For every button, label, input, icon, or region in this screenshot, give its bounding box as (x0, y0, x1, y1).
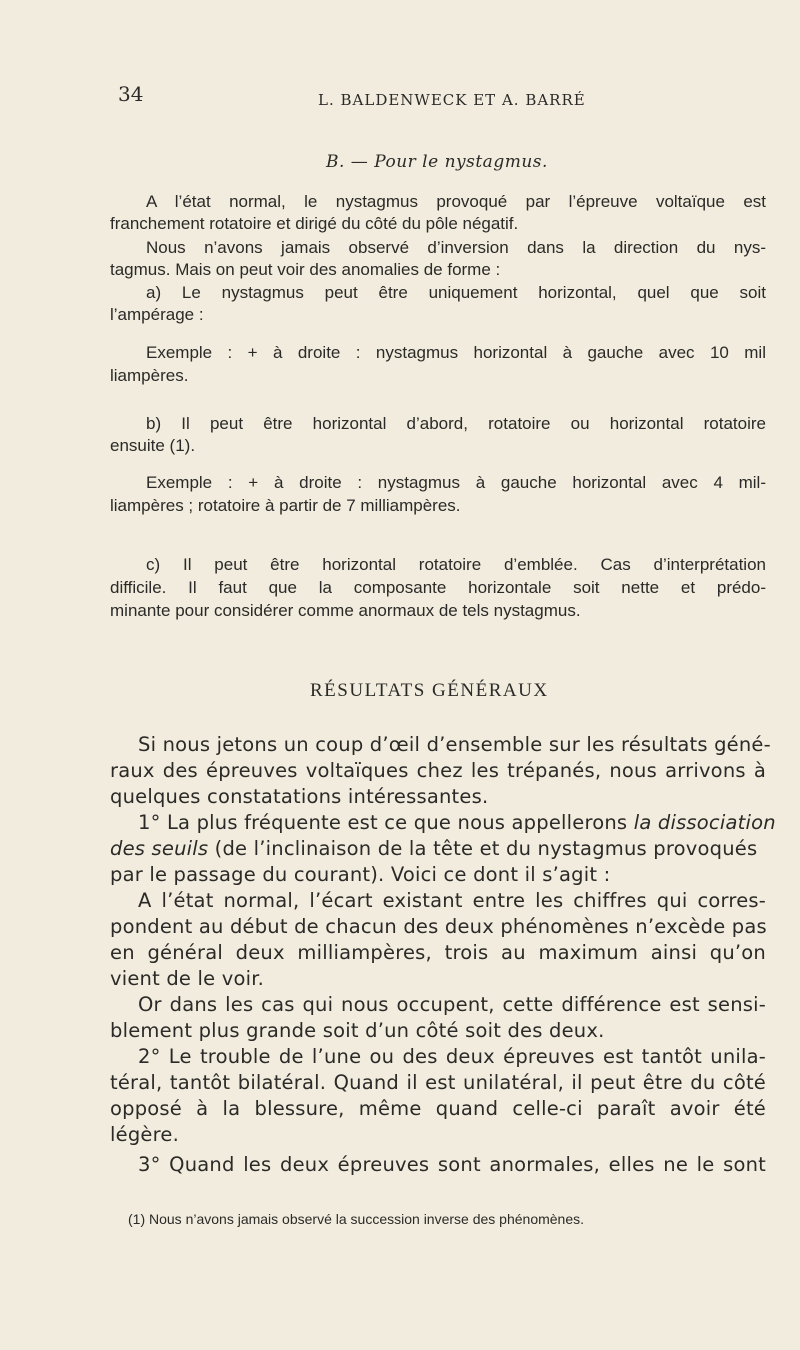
text-line: liampères. (110, 366, 189, 385)
text-line: l’ampérage : (110, 305, 204, 324)
text-line: Or dans les cas qui nous occupent, cette différence est sensi- (138, 993, 766, 1016)
text-line: b) Il peut être horizontal d’abord, rotatoire ou horizontal rotatoire (146, 414, 766, 433)
text-line: ensuite (1). (110, 436, 196, 455)
text-line: légère. (110, 1123, 179, 1146)
text-line: blement plus grande soit d’un côté soit des deux. (110, 1019, 605, 1042)
text-span: 1° La plus fréquente est ce que nous appellerons (138, 811, 634, 834)
text-line: opposé à la blessure, même quand celle-ci paraît avoir été (110, 1097, 766, 1120)
text-line: difficile. Il faut que la composante horizontale soit nette et prédo- (110, 578, 766, 597)
text-line (110, 837, 766, 860)
page-number: 34 (118, 82, 144, 106)
text-line: raux des épreuves voltaïques chez les trépanés, nous arrivons à (110, 759, 766, 782)
text-line: en général deux milliampères, trois au maximum ainsi qu’on (110, 941, 766, 964)
text-line: liampères ; rotatoire à partir de 7 milliampères. (110, 496, 461, 515)
text-line: 3° Quand les deux épreuves sont anormales, elles ne le sont (138, 1153, 766, 1176)
section-heading: RÉSULTATS GÉNÉRAUX (310, 680, 549, 701)
text-line: pondent au début de chacun des deux phénomènes n’excède pas (110, 915, 767, 938)
text-line: Nous n’avons jamais observé d’inversion dans la direction du nys- (146, 238, 766, 257)
italic-term: des seuils (110, 837, 209, 860)
text-line: franchement rotatoire et dirigé du côté du pôle négatif. (110, 214, 519, 233)
text-line: 2° Le trouble de l’une ou des deux épreuves est tantôt unila- (138, 1045, 766, 1068)
text-line (138, 811, 776, 834)
footnote: (1) Nous n’avons jamais observé la succession inverse des phénomènes. (128, 1211, 585, 1227)
text-line: c) Il peut être horizontal rotatoire d’emblée. Cas d’interprétation (146, 555, 766, 574)
text-line: vient de le voir. (110, 967, 265, 990)
text-line: A l’état normal, l’écart existant entre les chiffres qui corres- (138, 889, 766, 912)
text-line: A l’état normal, le nystagmus provoqué par l’épreuve voltaïque est (146, 192, 766, 211)
section-b-title: B. — Pour le nystagmus. (326, 152, 548, 172)
text-line: tagmus. Mais on peut voir des anomalies de forme : (110, 260, 501, 279)
text-line: minante pour considérer comme anormaux de tels nystagmus. (110, 601, 581, 620)
text-line: quelques constatations intéressantes. (110, 785, 489, 808)
text-line: téral, tantôt bilatéral. Quand il est unilatéral, il peut être du côté (110, 1071, 766, 1094)
running-head: L. BALDENWECK ET A. BARRÉ (318, 91, 586, 109)
text-line: Si nous jetons un coup d’œil d’ensemble sur les résultats géné- (138, 733, 771, 756)
text-line: a) Le nystagmus peut être uniquement horizontal, quel que soit (146, 283, 766, 302)
text-span: (de l’inclinaison de la tête et du nystagmus provoqués (208, 837, 758, 860)
text-line: Exemple : + à droite : nystagmus horizontal à gauche avec 10 mil (146, 343, 766, 362)
italic-term: la dissociation (633, 811, 776, 834)
text-line: Exemple : + à droite : nystagmus à gauche horizontal avec 4 mil- (146, 473, 766, 492)
text-line: par le passage du courant). Voici ce dont il s’agit : (110, 863, 611, 886)
